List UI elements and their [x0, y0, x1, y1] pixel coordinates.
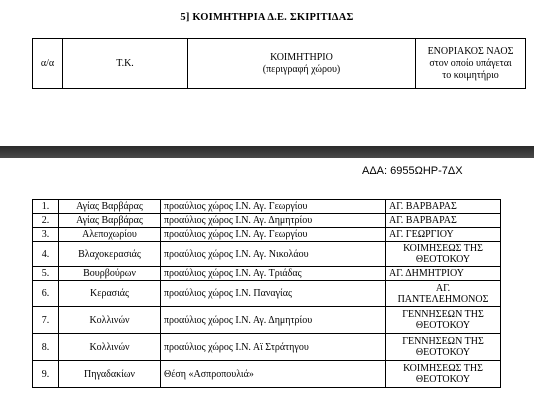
row-desc: προαύλιος χώρος Ι.Ν. Αγ. Δημητρίου: [161, 214, 386, 228]
header-table: [32, 38, 526, 89]
row-tk: Κερασιάς: [59, 281, 161, 307]
document-title: 5] ΚΟΙΜΗΤΗΡΙΑ Δ.Ε. ΣΚΙΡΙΤΙΔΑΣ: [180, 12, 354, 23]
row-naos-line1: ΓΕΝΝΗΣΕΩΝ ΤΗΣ: [402, 336, 484, 347]
cemetery-table: [32, 199, 501, 388]
row-desc: προαύλιος χώρος Ι.Ν. Αϊ Στράτηγου: [161, 334, 386, 361]
row-tk: Αγίας Βαρβάρας: [59, 214, 161, 228]
row-naos: ΑΓ. ΒΑΡΒΑΡΑΣ: [386, 200, 501, 214]
header-church-line2: στον οποίο υπάγεται: [429, 57, 512, 69]
row-naos-line2: ΘΕΟΤΟΚΟΥ: [415, 320, 471, 331]
row-desc: προαύλιος χώρος Ι.Ν. Αγ. Τριάδας: [161, 267, 386, 281]
row-naos: [386, 281, 501, 307]
row-num: 2.: [33, 214, 59, 228]
row-num: 7.: [33, 307, 59, 334]
table-row: [33, 281, 501, 307]
row-tk: Βουρβούρων: [59, 267, 161, 281]
table-row: [33, 307, 501, 334]
row-naos-line2: ΘΕΟΤΟΚΟΥ: [415, 374, 471, 385]
header-row: [33, 39, 526, 89]
header-cemetery-line2: (περιγραφή χώρου): [262, 63, 341, 75]
row-num: 3.: [33, 228, 59, 242]
table-row: [33, 242, 501, 267]
row-num: 4.: [33, 242, 59, 267]
row-tk: Βλαχοκερασιάς: [59, 242, 161, 267]
row-naos-line1: ΚΟΙΜΗΣΕΩΣ ΤΗΣ: [403, 243, 483, 254]
row-naos: [386, 242, 501, 267]
row-num: 1.: [33, 200, 59, 214]
row-naos: [386, 361, 501, 388]
row-desc: προαύλιος χώρος Ι.Ν. Αγ. Γεωργίου: [161, 228, 386, 242]
ada-code: ΑΔΑ: 6955ΩΗΡ-7ΔΧ: [362, 165, 463, 177]
row-naos-line2: ΘΕΟΤΟΚΟΥ: [415, 347, 471, 358]
row-num: 5.: [33, 267, 59, 281]
row-naos: [386, 307, 501, 334]
header-aa: α/α: [33, 39, 63, 89]
header-church-line1: ΕΝΟΡΙΑΚΟΣ ΝΑΟΣ: [427, 45, 514, 57]
page-break-band: [0, 146, 534, 158]
header-church-line3: το κοιμητήριο: [442, 69, 499, 81]
table-row: [33, 228, 501, 242]
row-tk: Πηγαδακίων: [59, 361, 161, 388]
row-desc: προαύλιος χώρος Ι.Ν. Παναγίας: [161, 281, 386, 307]
row-naos-line1: ΚΟΙΜΗΣΕΩΣ ΤΗΣ: [403, 363, 483, 374]
row-num: 8.: [33, 334, 59, 361]
row-naos: ΑΓ. ΓΕΩΡΓΙΟΥ: [386, 228, 501, 242]
row-num: 9.: [33, 361, 59, 388]
row-tk: Κολλινών: [59, 307, 161, 334]
table-row: [33, 334, 501, 361]
row-desc: Θέση «Ασπροπουλιά»: [161, 361, 386, 388]
row-naos: [386, 334, 501, 361]
row-naos-line1: ΓΕΝΝΗΣΕΩΝ ΤΗΣ: [402, 309, 484, 320]
row-num: 6.: [33, 281, 59, 307]
row-tk: Αγίας Βαρβάρας: [59, 200, 161, 214]
header-cemetery: [188, 39, 416, 89]
row-naos-line2: ΘΕΟΤΟΚΟΥ: [415, 254, 471, 265]
row-naos: ΑΓ. ΒΑΡΒΑΡΑΣ: [386, 214, 501, 228]
header-church: [416, 39, 526, 89]
row-desc: προαύλιος χώρος Ι.Ν. Αγ. Γεωργίου: [161, 200, 386, 214]
header-cemetery-line1: ΚΟΙΜΗΤΗΡΙΟ: [270, 51, 333, 63]
row-desc: προαύλιος χώρος Ι.Ν. Αγ. Δημητρίου: [161, 307, 386, 334]
row-naos: ΑΓ. ΔΗΜΗΤΡΙΟΥ: [386, 267, 501, 281]
table-row: [33, 200, 501, 214]
header-tk: Τ.Κ.: [63, 39, 188, 89]
table-row: [33, 361, 501, 388]
row-naos-line1: ΑΓ.: [435, 282, 451, 294]
row-naos-line2: ΠΑΝΤΕΛΕΗΜΟΝΟΣ: [397, 293, 489, 305]
table-row: [33, 267, 501, 281]
row-tk: Κολλινών: [59, 334, 161, 361]
table-row: [33, 214, 501, 228]
row-desc: προαύλιος χώρος Ι.Ν. Αγ. Νικολάου: [161, 242, 386, 267]
row-tk: Αλεποχωρίου: [59, 228, 161, 242]
